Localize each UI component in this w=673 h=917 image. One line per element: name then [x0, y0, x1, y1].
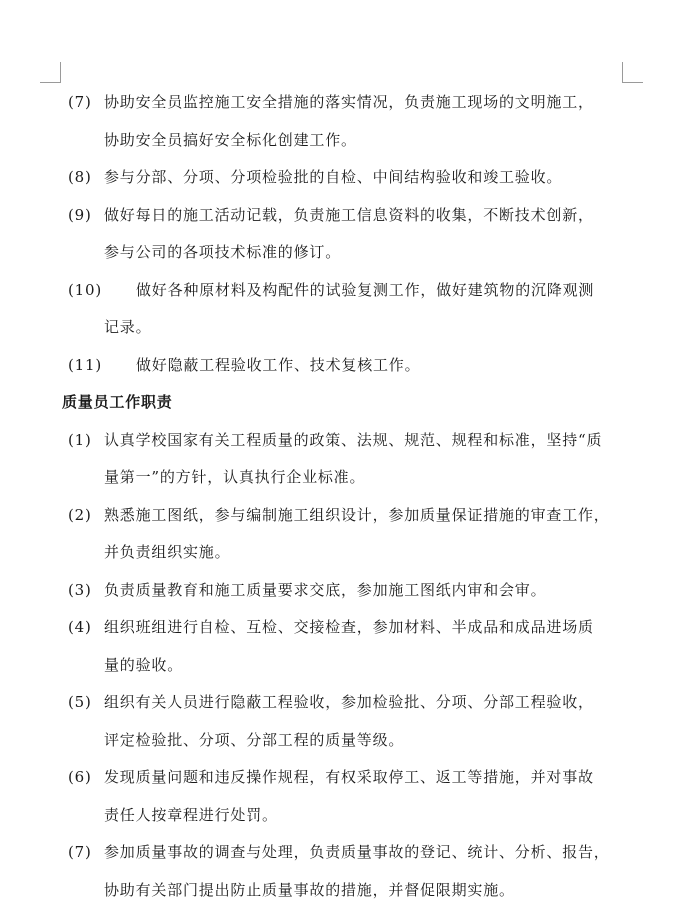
item-text-line: 组织班组进行自检、互检、交接检查，参加材料、半成品和成品进场质 [104, 618, 594, 636]
item-text-line: 组织有关人员进行隐蔽工程验收，参加检验批、分项、分部工程验收， [104, 693, 594, 711]
item-number: (10) [68, 280, 102, 299]
page-corner-mark-left [40, 62, 61, 83]
item-number: (2) [68, 505, 92, 524]
item-text-line: 参与分部、分项、分项检验批的自检、中间结构验收和竣工验收。 [104, 168, 563, 186]
item-text-line: 协助有关部门提出防止质量事故的措施，并督促限期实施。 [104, 880, 515, 899]
item-text-line: 发现质量问题和违反操作规程，有权采取停工、返工等措施，并对事故 [104, 768, 594, 786]
item-number: (8) [68, 168, 92, 186]
item-text-line: 并负责组织实施。 [104, 543, 231, 561]
list-item [62, 759, 632, 834]
item-number: (6) [68, 768, 92, 786]
list-item [62, 497, 632, 572]
item-number: (5) [68, 693, 92, 711]
list-item [62, 572, 632, 610]
page-corner-mark-right [622, 62, 643, 83]
list-item [62, 347, 632, 385]
list-item [62, 609, 632, 684]
item-number: (11) [68, 355, 102, 374]
item-text-line: 参与公司的各项技术标准的修订。 [104, 243, 342, 261]
item-number: (9) [68, 205, 92, 224]
item-text-line: 评定检验批、分项、分部工程的质量等级。 [104, 730, 405, 749]
document-page [62, 84, 632, 909]
list-item [62, 834, 632, 909]
item-text-line: 熟悉施工图纸，参与编制施工组织设计，参加质量保证措施的审查工作， [104, 505, 610, 524]
section-heading: 质量员工作职责 [62, 393, 173, 411]
item-text-line: 参加质量事故的调查与处理，负责质量事故的登记、统计、分析、报告， [104, 843, 610, 861]
list-item [62, 159, 632, 197]
list-item [62, 197, 632, 272]
list-item [62, 684, 632, 759]
item-text-line: 做好每日的施工活动记载，负责施工信息资料的收集，不断技术创新， [104, 205, 594, 224]
item-number: (7) [68, 843, 92, 861]
item-text-line: 做好隐蔽工程验收工作、技术复核工作。 [136, 355, 421, 374]
item-text-line: 责任人按章程进行处罚。 [104, 805, 278, 824]
list-item [62, 422, 632, 497]
item-text-line: 量第一”的方针，认真执行企业标准。 [104, 468, 366, 486]
item-number: (1) [68, 430, 92, 449]
item-text-line: 量的验收。 [104, 655, 184, 674]
item-text-line: 认真学校国家有关工程质量的政策、法规、规范、规程和标准，坚持“质 [104, 430, 603, 449]
item-text-line: 记录。 [104, 318, 152, 336]
item-text-line: 协助安全员监控施工安全措施的落实情况，负责施工现场的文明施工， [104, 93, 594, 111]
item-text-line: 做好各种原材料及构配件的试验复测工作，做好建筑物的沉降观测 [136, 280, 595, 299]
item-number: (3) [68, 580, 92, 599]
item-number: (4) [68, 618, 92, 636]
item-text-line: 协助安全员搞好安全标化创建工作。 [104, 130, 357, 149]
list-item [62, 272, 632, 347]
item-text-line: 负责质量教育和施工质量要求交底，参加施工图纸内审和会审。 [104, 580, 547, 599]
list-item [62, 84, 632, 159]
item-number: (7) [68, 93, 92, 111]
